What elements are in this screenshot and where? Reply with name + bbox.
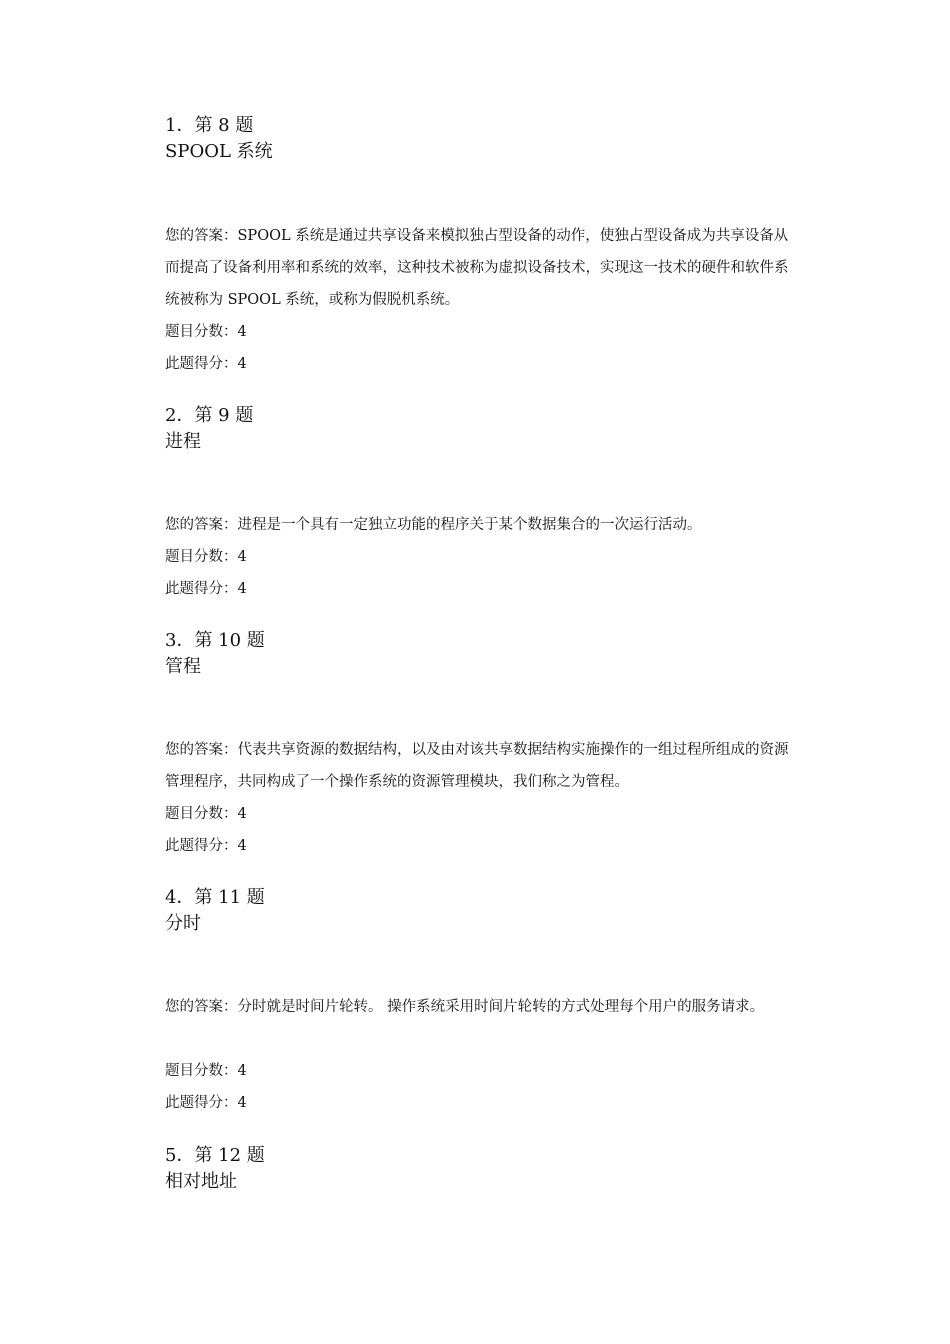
answer-paragraph	[165, 991, 795, 1023]
answer-label: 您的答案：	[165, 517, 238, 533]
answer-label: 您的答案：	[165, 228, 238, 244]
earned-value: 4	[237, 1095, 247, 1111]
answer-paragraph	[165, 509, 795, 541]
earned-value: 4	[237, 581, 247, 597]
question-block	[165, 113, 795, 372]
question-score	[165, 1061, 247, 1081]
score-value: 4	[237, 1063, 247, 1079]
answer-label: 您的答案：	[165, 999, 238, 1015]
question-earned-score	[165, 1093, 247, 1113]
question-title: 管程	[165, 656, 201, 677]
question-score	[165, 322, 247, 342]
earned-label: 此题得分：	[165, 838, 238, 854]
answer-text: 代表共享资源的数据结构，以及由对该共享数据结构实施操作的一组过程所组成的资源管理程序，共同构成了一个操作系统的资源管理模块，我们称之为管程。	[165, 742, 789, 790]
question-title: 分时	[165, 913, 201, 934]
question-block	[165, 628, 795, 854]
score-label: 题目分数：	[165, 549, 238, 565]
score-value: 4	[237, 806, 247, 822]
earned-value: 4	[237, 356, 247, 372]
question-number: 4．第 11 题	[165, 887, 265, 908]
question-block	[165, 1143, 795, 1195]
answer-paragraph	[165, 220, 795, 316]
question-earned-score	[165, 354, 247, 374]
question-number: 2．第 9 题	[165, 405, 254, 426]
question-title: 进程	[165, 431, 201, 452]
question-block	[165, 885, 795, 1111]
earned-label: 此题得分：	[165, 1095, 238, 1111]
question-number: 1．第 8 题	[165, 115, 254, 136]
question-earned-score	[165, 579, 247, 599]
answer-label: 您的答案：	[165, 742, 238, 758]
question-title: 相对地址	[165, 1171, 237, 1192]
score-value: 4	[237, 324, 247, 340]
question-number: 3．第 10 题	[165, 630, 265, 651]
score-label: 题目分数：	[165, 1063, 238, 1079]
answer-text: 进程是一个具有一定独立功能的程序关于某个数据集合的一次运行活动。	[237, 517, 702, 533]
earned-label: 此题得分：	[165, 356, 238, 372]
score-label: 题目分数：	[165, 806, 238, 822]
answer-text: 分时就是时间片轮转。 操作系统采用时间片轮转的方式处理每个用户的服务请求。	[237, 999, 765, 1015]
question-score	[165, 547, 247, 567]
question-title: SPOOL 系统	[165, 141, 273, 162]
earned-label: 此题得分：	[165, 581, 238, 597]
answer-text: SPOOL 系统是通过共享设备来模拟独占型设备的动作，使独占型设备成为共享设备从而提高了设备利用率和系统的效率，这种技术被称为虚拟设备技术，实现这一技术的硬件和软件系统被称为 SPOOL 系统，或称为假脱机系统。	[165, 228, 789, 308]
score-label: 题目分数：	[165, 324, 238, 340]
question-number: 5．第 12 题	[165, 1145, 265, 1166]
question-earned-score	[165, 836, 247, 856]
question-block	[165, 403, 795, 597]
earned-value: 4	[237, 838, 247, 854]
score-value: 4	[237, 549, 247, 565]
question-score	[165, 804, 247, 824]
answer-paragraph	[165, 734, 795, 798]
